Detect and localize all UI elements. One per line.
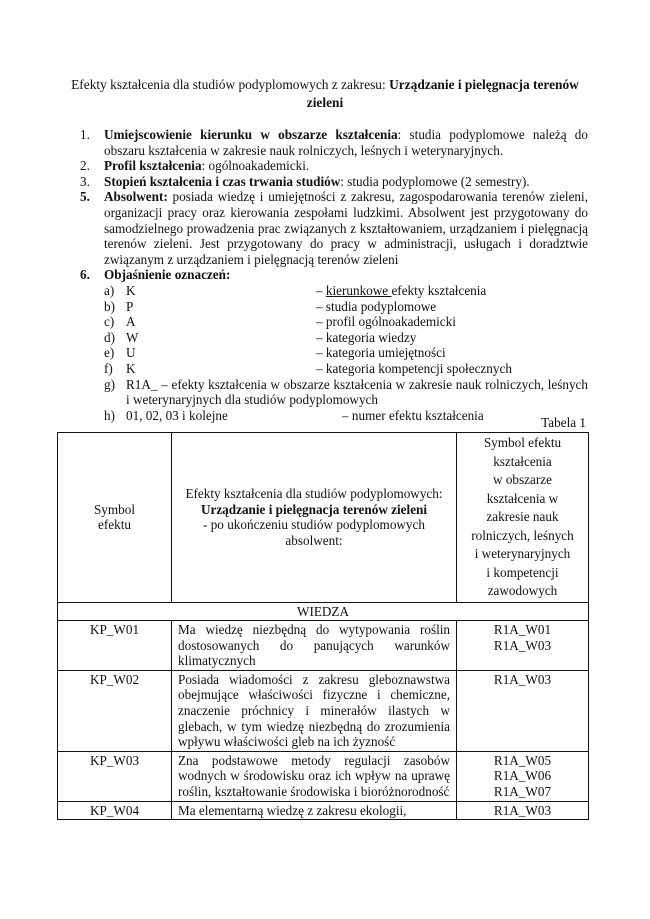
legend-symbol: W bbox=[126, 329, 139, 345]
section-number: 1. bbox=[80, 127, 90, 142]
table-row bbox=[58, 670, 589, 751]
header-symbol: Symbol efektu bbox=[58, 433, 172, 603]
table-row bbox=[58, 801, 589, 820]
header-area-symbol: Symbol efektu kształcenia w obszarze kształcenia w zakresie nauk rolniczych, leśnych i weterynaryjnych i kompetencji zawodowych bbox=[457, 433, 589, 603]
outcome-symbol: KP_W04 bbox=[58, 801, 172, 820]
legend-description: – numer efektu kształcenia bbox=[342, 407, 484, 423]
legend-item: a) K – kierunkowe efekty kształcenia bbox=[104, 282, 487, 298]
section-label: Objaśnienie oznaczeń: bbox=[104, 267, 231, 283]
legend-item: b) P – studia podyplomowe bbox=[104, 298, 437, 314]
header-outcomes: Efekty kształcenia dla studiów podyplomowych: Urządzanie i pielęgnacja terenów zieleni - po ukończeniu studiów podyplomowych absolwent: bbox=[172, 433, 457, 603]
legend-symbol: A bbox=[126, 314, 136, 330]
section-number: 5. bbox=[80, 189, 90, 205]
table-row bbox=[58, 621, 589, 671]
legend-description: – kierunkowe efekty kształcenia bbox=[316, 282, 487, 298]
legend-symbol: P bbox=[126, 298, 134, 314]
outcome-area-codes: R1A_W01 R1A_W03 bbox=[457, 621, 589, 671]
legend-symbol: K bbox=[126, 360, 136, 376]
section-label: Profil kształcenia bbox=[104, 158, 202, 174]
table-header-row bbox=[58, 433, 589, 603]
section-label: Umiejscowienie kierunku w obszarze kształcenia bbox=[104, 127, 398, 142]
outcome-symbol: KP_W01 bbox=[58, 621, 172, 671]
title-prefix: Efekty kształcenia dla studiów podyplomowych z zakresu: bbox=[71, 77, 390, 92]
legend-list bbox=[104, 283, 588, 423]
section-number: 2. bbox=[80, 158, 90, 174]
legend-symbol: K bbox=[126, 282, 136, 298]
legend-item: f) K – kategoria kompetencji społecznych bbox=[104, 360, 512, 376]
section-number: 6. bbox=[80, 267, 90, 283]
legend-description: – kategoria wiedzy bbox=[316, 329, 417, 345]
section-item bbox=[60, 189, 588, 267]
section-title: WIEDZA bbox=[58, 602, 589, 621]
section-item bbox=[60, 158, 588, 174]
section-number: 3. bbox=[80, 173, 90, 189]
legend-symbol: U bbox=[126, 345, 136, 361]
outcome-symbol: KP_W02 bbox=[58, 670, 172, 751]
table-caption: Tabela 1 bbox=[541, 415, 586, 430]
document-title bbox=[60, 76, 590, 112]
outcome-area-codes: R1A_W03 bbox=[457, 801, 589, 820]
outcome-description: Ma elementarną wiedzę z zakresu ekologii, bbox=[172, 801, 457, 820]
legend-item: g) R1A_ – efekty kształcenia w obszarze kształcenia w zakresie nauk rolniczych, leśnych i weterynaryjnych dla studiów podyplomowych bbox=[104, 376, 588, 408]
section-label: Stopień kształcenia i czas trwania studiów bbox=[104, 173, 341, 189]
outcome-description: Posiada wiadomości z zakresu gleboznawstwa obejmujące właściwości fizyczne i chemiczne, znaczenie próchnicy i minerałów ilastych w glebach, w tym wiedzę niezbędną do zrozumienia wpływu właściwości gleb na ich żyzność bbox=[172, 670, 457, 751]
section-text: posiada wiedzę i umiejętności z zakresu, zagospodarowania terenów zieleni, organizacji pracy oraz kierowania zespołami ludzkimi. Absolwent jest przygotowany do samodzielnego prowadzenia prac związanych z kształtowaniem, urządzaniem i pielęgnacją terenów zieleni. Jest przygotowany do pracy w administracji, usługach i doradztwie związanym z urządzaniem i pielęgnacją terenów zieleni bbox=[104, 189, 588, 267]
legend-description: – profil ogólnoakademicki bbox=[316, 314, 456, 330]
section-text: : ogólnoakademicki. bbox=[201, 158, 310, 174]
section-item bbox=[60, 127, 588, 158]
outcome-description: Ma wiedzę niezbędną do wytypowania roślin dostosowanych do panujących warunków klimatycznych bbox=[172, 621, 457, 671]
section-item bbox=[60, 174, 588, 190]
outcome-area-codes: R1A_W03 bbox=[457, 670, 589, 751]
section-text: : studia podyplomowe należą do obszaru kształcenia w zakresie nauk rolniczych, leśnych i weterynaryjnych. bbox=[104, 127, 588, 158]
legend-item: d) W – kategoria wiedzy bbox=[104, 329, 417, 345]
legend-description: R1A_ – efekty kształcenia w obszarze kształcenia w zakresie nauk rolniczych, leśnych i weterynaryjnych dla studiów podyplomowych bbox=[126, 376, 588, 408]
section-item bbox=[60, 267, 588, 423]
section-row-wiedza bbox=[58, 602, 589, 621]
program-info-list bbox=[60, 127, 588, 423]
legend-item: h) 01, 02, 03 i kolejne – numer efektu kształcenia bbox=[104, 407, 484, 423]
section-text: : studia podyplomowe (2 semestry). bbox=[340, 173, 530, 189]
title-program-name: Urządzanie i pielęgnacja terenów zieleni bbox=[306, 77, 579, 110]
legend-description: – studia podyplomowe bbox=[316, 298, 437, 314]
outcome-area-codes: R1A_W05 R1A_W06 R1A_W07 bbox=[457, 751, 589, 801]
legend-item: e) U – kategoria umiejętności bbox=[104, 345, 446, 361]
section-label: Absolwent: bbox=[104, 189, 168, 205]
outcome-symbol: KP_W03 bbox=[58, 751, 172, 801]
legend-description: – kategoria umiejętności bbox=[316, 345, 446, 361]
legend-description: – kategoria kompetencji społecznych bbox=[316, 360, 512, 376]
legend-symbol: 01, 02, 03 i kolejne bbox=[126, 407, 228, 423]
table-row bbox=[58, 751, 589, 801]
legend-item: c) A – profil ogólnoakademicki bbox=[104, 314, 456, 330]
learning-outcomes-table bbox=[57, 432, 589, 820]
outcome-description: Zna podstawowe metody regulacji zasobów wodnych w środowisku oraz ich wpływ na uprawę roślin, kształtowanie środowiska i bioróżnorodność bbox=[172, 751, 457, 801]
